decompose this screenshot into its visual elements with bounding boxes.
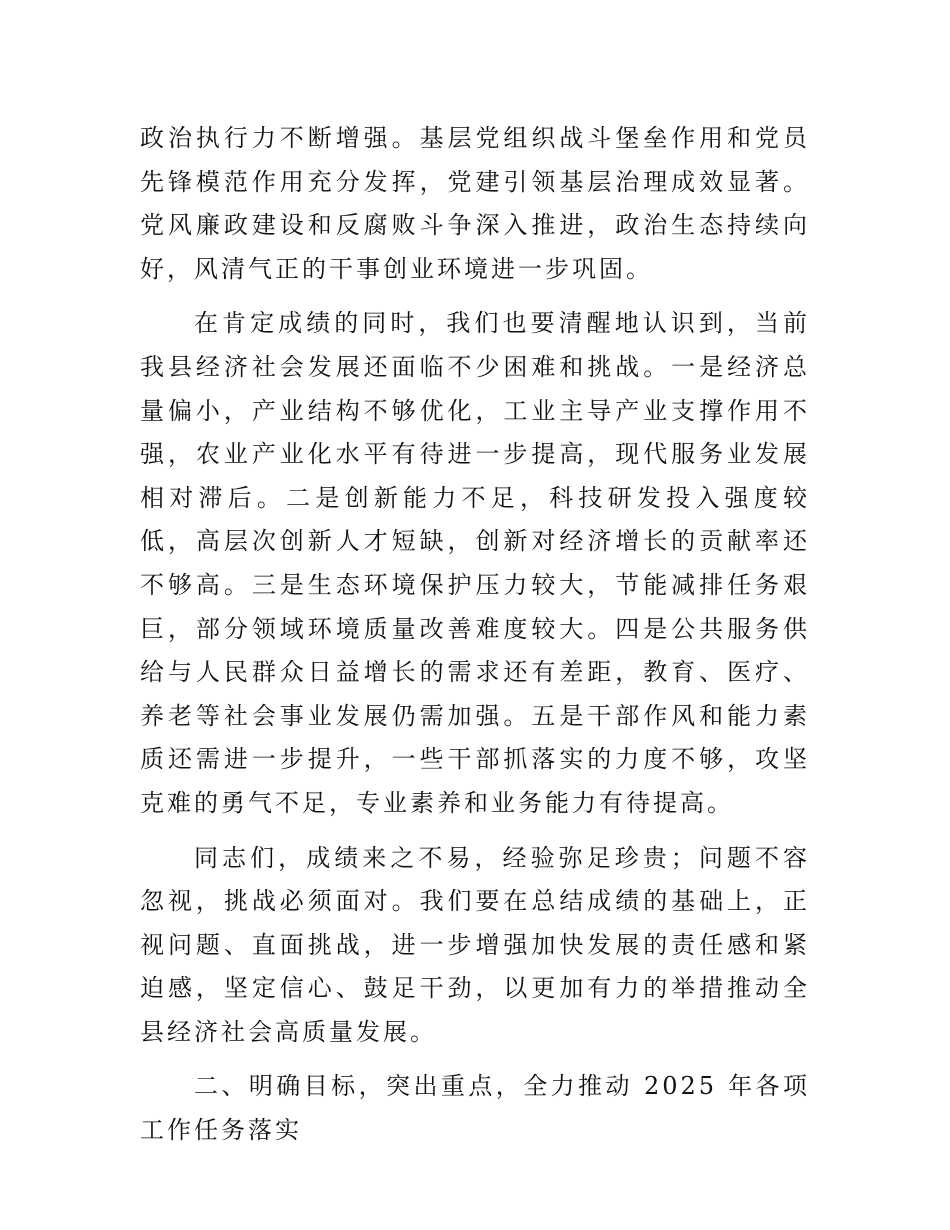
paragraph-call-to-action: 同志们，成绩来之不易，经验弥足珍贵；问题不容忽视，挑战必须面对。我们要在总结成绩的基础上，正视问题、直面挑战，进一步增强加快发展的责任感和紧迫感，坚定信心、鼓足干劲，以更加有力的举措推动全县经济社会高质量发展。	[140, 843, 810, 1046]
document-body	[140, 117, 810, 1153]
paragraph-closing-achievements: 政治执行力不断增强。基层党组织战斗堡垒作用和党员先锋模范作用充分发挥，党建引领基层治理成效显著。党风廉政建设和反腐败斗争深入推进，政治生态持续向好，风清气正的干事创业环境进一步巩固。	[140, 124, 810, 283]
paragraph-challenges: 在肯定成绩的同时，我们也要清醒地认识到，当前我县经济社会发展还面临不少困难和挑战。一是经济总量偏小，产业结构不够优化，工业主导产业支撑作用不强，农业产业化水平有待进一步提高，现代服务业发展相对滞后。二是创新能力不足，科技研发投入强度较低，高层次创新人才短缺，创新对经济增长的贡献率还不够高。三是生态环境保护压力较大，节能减排任务艰巨，部分领域环境质量改善难度较大。四是公共服务供给与人民群众日益增长的需求还有差距，教育、医疗、养老等社会事业发展仍需加强。五是干部作风和能力素质还需进一步提升，一些干部抓落实的力度不够，攻坚克难的勇气不足，专业素养和业务能力有待提高。	[140, 309, 810, 817]
section-heading-two: 二、明确目标，突出重点，全力推动 2025 年各项工作任务落实	[140, 1072, 810, 1145]
